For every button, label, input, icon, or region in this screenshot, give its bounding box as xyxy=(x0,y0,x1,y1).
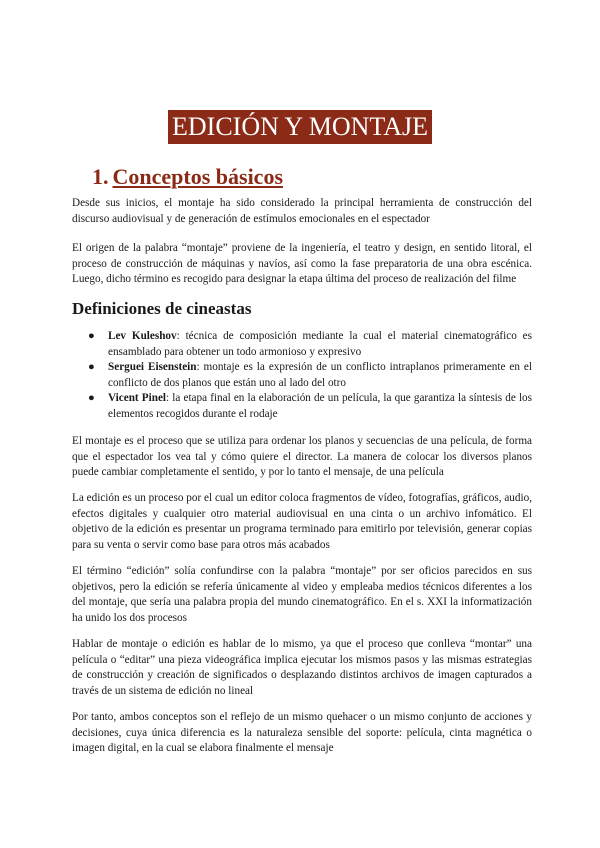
definition-item xyxy=(72,329,532,360)
definition-item xyxy=(72,391,532,422)
body-paragraph-5: Por tanto, ambos conceptos son el reflejo de un mismo quehacer o un mismo conjunto de acciones y decisiones, cuya única diferencia es la naturaleza sensible del soporte: película, cinta magnética o imagen digital, en la cual se elabora finalmente el mensaje xyxy=(72,711,532,755)
title-wrap xyxy=(0,110,600,144)
bullet-icon: ● xyxy=(88,392,95,405)
body-paragraph-4: Hablar de montaje o edición es hablar de lo mismo, ya que el proceso que conlleva “montar” una película o “editar” una pieza videográfica implica ejecutar los mismos pasos y las mismas estrategias de construcción y creación de significados o desplazando distintos archivos de imagen capturados a través de un sistema de edición no lineal xyxy=(72,638,532,697)
body-paragraph-2: La edición es un proceso por el cual un editor coloca fragmentos de vídeo, fotografías, gráficos, audio, efectos digitales y cualquier otro material audiovisual en una cinta o un archivo infomático. El objetivo de la edición es presentar un programa terminado para emitirlo por televisión, generar copias para su venta o servir como base para otros más acabados xyxy=(72,492,532,551)
definition-text: : la etapa final en la elaboración de un película, la que garantiza la síntesis de los elementos recogidos durante el rodaje xyxy=(108,392,533,420)
bullet-icon: ● xyxy=(88,330,95,342)
intro-paragraph-2: El origen de la palabra “montaje” proviene de la ingeniería, el teatro y design, en sentido litoral, el proceso de construcción de máquinas y navíos, así como la fase preparatoria de una obra escénica. Luego, dicho término es recogido para designar la etapa última del proceso de realización del filme xyxy=(72,242,532,286)
bullet-icon: ● xyxy=(88,361,95,374)
definition-text: : técnica de composición mediante la cual el material cinematográfico es ensamblado para obtener un todo armonioso y expresivo xyxy=(108,330,532,358)
body-paragraph-3: El término “edición” solía confundirse con la palabra “montaje” por ser oficios parecidos en sus objetivos, pero la edición se refería únicamente al video y empleaba medios técnicos diferentes a los del montaje, que sería una palabra propia del mundo cinematográfico. En el s. XXI la informatización ha unido los dos procesos xyxy=(72,565,532,624)
definition-item xyxy=(72,360,532,391)
definition-name: Vicent Pinel xyxy=(108,392,167,405)
section-number: 1. xyxy=(92,164,109,189)
definitions-list xyxy=(72,329,532,423)
intro-paragraph-1: Desde sus inicios, el montaje ha sido considerado la principal herramienta de construcción del discurso audiovisual y de generación de estímulos emocionales en el espectador xyxy=(72,197,532,225)
document-title: EDICIÓN Y MONTAJE xyxy=(168,110,432,144)
section-heading xyxy=(92,163,283,191)
definition-name: Serguei Eisenstein xyxy=(108,361,197,374)
definition-text: : montaje es la expresión de un conflicto intraplanos primeramente en el conflicto de dos planos que están uno al lado del otro xyxy=(108,361,532,389)
definition-name: Lev Kuleshov xyxy=(108,330,177,342)
subheading-definiciones: Definiciones de cineastas xyxy=(72,299,252,318)
body-paragraph-1: El montaje es el proceso que se utiliza para ordenar los planos y secuencias de una película, de forma que el espectador los vea tal y cómo quiere el director. La manera de colocar los diversos planos puede cambiar completamente el sentido, y por lo tanto el mensaje, de una película xyxy=(72,435,532,479)
section-title: Conceptos básicos xyxy=(112,164,284,189)
